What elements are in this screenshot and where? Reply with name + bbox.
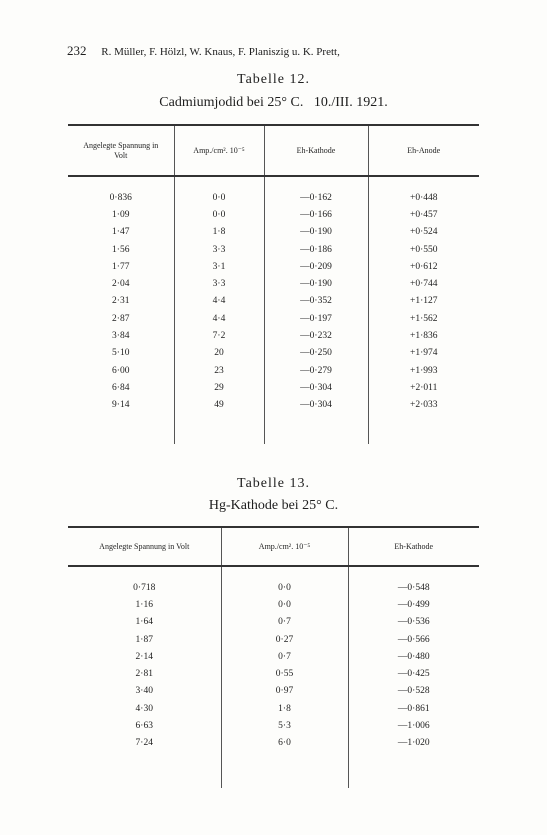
table-cell: —0·548 [348, 579, 479, 596]
table-cell: —0·190 [264, 224, 368, 241]
table-cell: 1·16 [135, 599, 153, 610]
table-cell: —1·020 [348, 735, 479, 752]
table-cell: 9·14 [112, 400, 130, 411]
table-row [68, 310, 479, 327]
table-cell: +2·011 [368, 379, 479, 396]
table-cell: —0·499 [348, 596, 479, 613]
table-row [68, 241, 479, 258]
table-cell: 1·8 [174, 224, 264, 241]
table-cell: —0·566 [348, 631, 479, 648]
table-cell: 1·09 [112, 209, 130, 220]
table-cell: +0·744 [368, 275, 479, 292]
table-cell: 6·0 [221, 735, 348, 752]
table-cell: 3·3 [174, 275, 264, 292]
table-cell: 1·47 [112, 227, 130, 238]
table-cell: 1·87 [135, 634, 153, 645]
table-cell: +1·562 [368, 310, 479, 327]
table-cell: +1·993 [368, 362, 479, 379]
table-cell: 2·14 [135, 651, 153, 662]
table-cell: 49 [174, 397, 264, 414]
table-13-subtitle: Hg-Kathode bei 25° C. [208, 498, 339, 513]
table-13 [68, 526, 479, 788]
column-header: Eh-Kathode [264, 125, 368, 176]
table-row [68, 224, 479, 241]
table-cell: —0·209 [264, 258, 368, 275]
table-cell: 0·27 [221, 631, 348, 648]
table-cell: —0·304 [264, 379, 368, 396]
table-cell: —0·197 [264, 310, 368, 327]
column-header: Eh-Kathode [348, 527, 479, 566]
column-header: Angelegte Spannung in Volt [68, 527, 221, 566]
table-cell: +2·033 [368, 397, 479, 414]
table-cell: 3·84 [112, 331, 130, 342]
table-row [68, 379, 479, 396]
column-header: Angelegte Spannung in Volt [68, 125, 174, 176]
table-row [68, 648, 479, 665]
table-row [68, 362, 479, 379]
table-cell: 7·24 [135, 738, 153, 749]
table-cell: 1·77 [112, 261, 130, 272]
table-cell: 1·56 [112, 244, 130, 255]
table-cell: 0·7 [221, 648, 348, 665]
table-cell: 6·84 [112, 382, 130, 393]
table-cell: —0·480 [348, 648, 479, 665]
table-cell: 3·40 [135, 686, 153, 697]
table-cell: —0·190 [264, 275, 368, 292]
table-cell: 4·30 [135, 703, 153, 714]
table-cell: 6·63 [135, 721, 153, 732]
table-row [68, 614, 479, 631]
table-cell: 4·4 [174, 293, 264, 310]
table-row [68, 397, 479, 414]
table-row [68, 189, 479, 206]
table-row [68, 683, 479, 700]
table-cell: —0·861 [348, 700, 479, 717]
table-cell: 5·10 [112, 348, 130, 359]
table-cell: 23 [174, 362, 264, 379]
table-row [68, 665, 479, 682]
table-cell: 0·7 [221, 614, 348, 631]
table-cell: +1·836 [368, 327, 479, 344]
table-cell: +1·127 [368, 293, 479, 310]
table-cell: 0·55 [221, 665, 348, 682]
table-13-label: Tabelle 13. [237, 476, 310, 491]
table-row [68, 345, 479, 362]
table-cell: 0·0 [221, 596, 348, 613]
running-header [67, 43, 340, 59]
table-cell: —1·006 [348, 717, 479, 734]
table-cell: +0·524 [368, 224, 479, 241]
running-head-authors: R. Müller, F. Hölzl, W. Knaus, F. Planiszig u. K. Prett, [101, 46, 340, 58]
table-cell: 2·81 [135, 669, 153, 680]
table-row [68, 596, 479, 613]
column-header: Eh-Anode [368, 125, 479, 176]
page-number: 232 [67, 43, 87, 58]
table-cell: 4·4 [174, 310, 264, 327]
table-cell: 3·3 [174, 241, 264, 258]
table-cell: 20 [174, 345, 264, 362]
table-cell: —0·279 [264, 362, 368, 379]
table-row [68, 206, 479, 223]
table-cell: +0·612 [368, 258, 479, 275]
table-cell: —0·232 [264, 327, 368, 344]
table-cell: 3·1 [174, 258, 264, 275]
table-cell: 2·31 [112, 296, 130, 307]
table-row [68, 275, 479, 292]
table-cell: +0·448 [368, 189, 479, 206]
table-row [68, 717, 479, 734]
table-cell: 2·04 [112, 279, 130, 290]
table-header-row [68, 125, 479, 176]
table-cell: +1·974 [368, 345, 479, 362]
table-cell: —0·425 [348, 665, 479, 682]
table-cell: 29 [174, 379, 264, 396]
table-cell: 7·2 [174, 327, 264, 344]
table-cell: 1·8 [221, 700, 348, 717]
table-cell: —0·186 [264, 241, 368, 258]
table-cell: 0·0 [174, 189, 264, 206]
table-cell: 5·3 [221, 717, 348, 734]
table-cell: 0·718 [133, 582, 156, 593]
table-cell: +0·550 [368, 241, 479, 258]
table-cell: —0·250 [264, 345, 368, 362]
column-header: Amp./cm². 10⁻⁵ [174, 125, 264, 176]
table-cell: —0·352 [264, 293, 368, 310]
table-cell: —0·304 [264, 397, 368, 414]
table-cell: —0·536 [348, 614, 479, 631]
table-cell: —0·166 [264, 206, 368, 223]
table-cell: 1·64 [135, 617, 153, 628]
table-12-subtitle: Cadmiumjodid bei 25° C. 10./III. 1921. [159, 95, 388, 110]
table-row [68, 735, 479, 752]
table-cell: +0·457 [368, 206, 479, 223]
table-12 [68, 124, 479, 444]
table-cell: 0·0 [174, 206, 264, 223]
table-row [68, 327, 479, 344]
table-cell: 6·00 [112, 365, 130, 376]
table-row [68, 258, 479, 275]
table-cell: 0·97 [221, 683, 348, 700]
table-row [68, 631, 479, 648]
table-header-row [68, 527, 479, 566]
table-cell: —0·528 [348, 683, 479, 700]
table-cell: 0·0 [221, 579, 348, 596]
table-row [68, 579, 479, 596]
table-cell: 2·87 [112, 313, 130, 324]
column-header: Amp./cm². 10⁻⁵ [221, 527, 348, 566]
table-cell: 0·836 [109, 192, 132, 203]
table-row [68, 293, 479, 310]
table-cell: —0·162 [264, 189, 368, 206]
table-12-label: Tabelle 12. [237, 72, 310, 87]
table-row [68, 700, 479, 717]
